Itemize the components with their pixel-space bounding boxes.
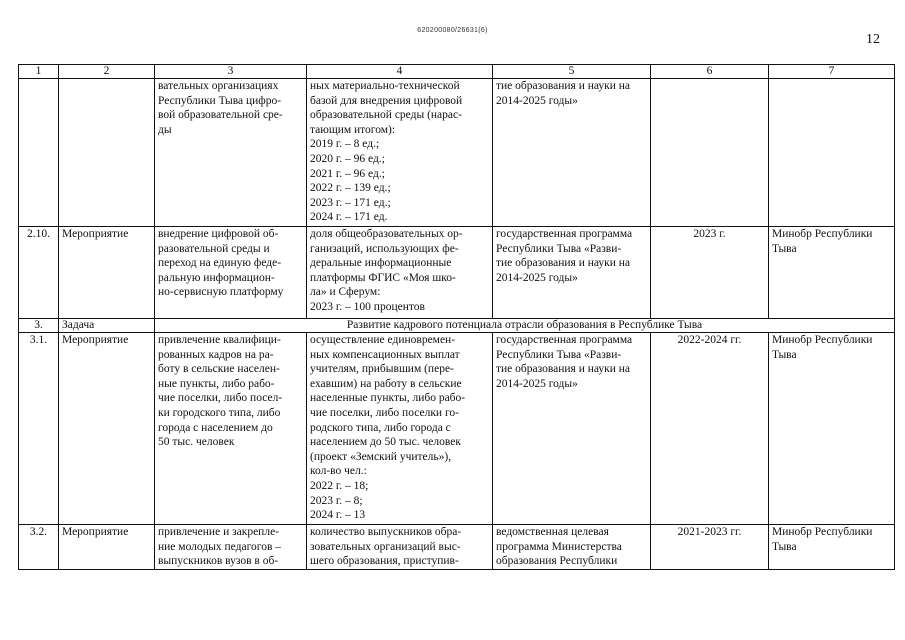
target-indicator-line: 2024 г. – 171 ед. bbox=[310, 211, 388, 224]
target-indicator-line: кол-во чел.: bbox=[310, 465, 367, 478]
measure-content-line: ние молодых педагогов – bbox=[158, 540, 282, 553]
measure-content bbox=[155, 333, 307, 525]
measure-content-line: разовательной среды и bbox=[158, 242, 270, 255]
target-indicator-line: тающим итогом): bbox=[310, 123, 396, 136]
program-source-line: государственная программа bbox=[496, 334, 633, 346]
measure-content bbox=[155, 227, 307, 319]
target-indicator bbox=[307, 227, 493, 319]
item-type bbox=[59, 79, 155, 227]
measure-content-line: чие поселки, либо посел- bbox=[158, 392, 283, 405]
responsible-executor-line: Минобр Республики bbox=[772, 526, 873, 538]
program-source-line: Республики Тыва «Разви- bbox=[496, 242, 622, 255]
implementation-period: 2022-2024 гг. bbox=[651, 333, 769, 525]
responsible-executor-line: Тыва bbox=[772, 540, 797, 553]
item-number: 2.10. bbox=[19, 227, 59, 319]
item-type: Мероприятие bbox=[59, 525, 155, 570]
program-source-line: 2014-2025 годы» bbox=[496, 377, 578, 390]
responsible-executor-line: Тыва bbox=[772, 242, 797, 255]
responsible-executor-line: Минобр Республики bbox=[772, 228, 873, 240]
program-source bbox=[493, 79, 651, 227]
measure-content-line: ные пункты, либо рабо- bbox=[158, 377, 275, 390]
column-number: 2 bbox=[59, 65, 155, 79]
responsible-executor-line: Тыва bbox=[772, 348, 797, 361]
program-source-line: ведомственная целевая bbox=[496, 526, 609, 538]
target-indicator-line: родского типа, либо города с bbox=[310, 421, 451, 434]
item-type: Мероприятие bbox=[59, 333, 155, 525]
document-id: 620200080/26631(6) bbox=[417, 27, 488, 34]
target-indicator-line: деральные информационные bbox=[310, 257, 452, 270]
measure-content-line: ральную информацион- bbox=[158, 271, 275, 284]
task-title: Развитие кадрового потенциала отрасли образования в Республике Тыва bbox=[155, 319, 895, 333]
responsible-executor bbox=[769, 525, 895, 570]
target-indicator-line: населением до 50 тыс. человек bbox=[310, 436, 461, 449]
target-indicator-line: осуществление единовремен- bbox=[310, 334, 456, 346]
implementation-period: 2021-2023 гг. bbox=[651, 525, 769, 570]
item-type: Мероприятие bbox=[59, 227, 155, 319]
responsible-executor bbox=[769, 227, 895, 319]
measure-content-line: но-сервисную платформу bbox=[158, 286, 284, 299]
target-indicator-line: 2023 г. – 100 процентов bbox=[310, 300, 425, 313]
measure-row bbox=[19, 333, 895, 525]
measure-row bbox=[19, 227, 895, 319]
measure-content bbox=[155, 525, 307, 570]
measure-content-line: вой образовательной сре- bbox=[158, 109, 283, 122]
measure-content-line: вательных организациях bbox=[158, 80, 279, 92]
item-type: Задача bbox=[59, 319, 155, 333]
responsible-executor-line: Минобр Республики bbox=[772, 334, 873, 346]
program-source bbox=[493, 227, 651, 319]
program-source bbox=[493, 333, 651, 525]
target-indicator-line: базой для внедрения цифровой bbox=[310, 94, 463, 107]
program-source-line: 2014-2025 годы» bbox=[496, 271, 578, 284]
target-indicator bbox=[307, 79, 493, 227]
program-source-line: Республики Тыва «Разви- bbox=[496, 348, 622, 361]
program-source-line: 2014-2025 годы» bbox=[496, 94, 578, 107]
item-number: 3. bbox=[19, 319, 59, 333]
column-number: 5 bbox=[493, 65, 651, 79]
target-indicator-line: 2022 г. – 139 ед.; bbox=[310, 182, 391, 195]
column-number: 4 bbox=[307, 65, 493, 79]
target-indicator-line: чие поселки, либо поселки го- bbox=[310, 406, 459, 419]
target-indicator-line: количество выпускников обра- bbox=[310, 526, 462, 538]
item-number: 3.1. bbox=[19, 333, 59, 525]
column-number: 7 bbox=[769, 65, 895, 79]
target-indicator-line: шего образования, приступив- bbox=[310, 555, 459, 568]
target-indicator bbox=[307, 333, 493, 525]
target-indicator-line: платформы ФГИС «Моя шко- bbox=[310, 271, 456, 284]
target-indicator bbox=[307, 525, 493, 570]
column-number-row bbox=[19, 65, 895, 79]
program-source-line: государственная программа bbox=[496, 228, 633, 240]
target-indicator-line: ла» и Сферум: bbox=[310, 286, 381, 299]
measure-content-line: ды bbox=[158, 123, 172, 136]
item-number bbox=[19, 79, 59, 227]
target-indicator-line: 2023 г. – 171 ед.; bbox=[310, 196, 391, 209]
measure-content bbox=[155, 79, 307, 227]
measure-content-line: выпускников вузов в об- bbox=[158, 555, 279, 568]
target-indicator-line: ганизаций, использующих фе- bbox=[310, 242, 459, 255]
implementation-period bbox=[651, 79, 769, 227]
measures-table bbox=[18, 64, 895, 570]
program-source-line: тие образования и науки на bbox=[496, 257, 631, 270]
measure-content-line: переход на единую феде- bbox=[158, 257, 282, 270]
implementation-period: 2023 г. bbox=[651, 227, 769, 319]
measure-row bbox=[19, 525, 895, 570]
responsible-executor bbox=[769, 79, 895, 227]
target-indicator-line: образовательной среды (нарас- bbox=[310, 109, 462, 122]
page-number: 12 bbox=[866, 32, 880, 47]
program-source bbox=[493, 525, 651, 570]
column-number: 1 bbox=[19, 65, 59, 79]
measure-content-line: внедрение цифровой об- bbox=[158, 228, 279, 240]
target-indicator-line: ехавшим) на работу в сельские bbox=[310, 377, 462, 390]
program-source-line: образования Республики bbox=[496, 555, 618, 568]
task-row bbox=[19, 319, 895, 333]
target-indicator-line: доля общеобразовательных ор- bbox=[310, 228, 463, 240]
measure-content-line: города с населением до bbox=[158, 421, 273, 434]
target-indicator-line: 2019 г. – 8 ед.; bbox=[310, 138, 380, 151]
measure-row bbox=[19, 79, 895, 227]
responsible-executor bbox=[769, 333, 895, 525]
target-indicator-line: 2022 г. – 18; bbox=[310, 479, 369, 492]
measure-content-line: привлечение и закрепле- bbox=[158, 526, 280, 538]
program-source-line: тие образования и науки на bbox=[496, 363, 631, 376]
measure-content-line: боту в сельские населен- bbox=[158, 363, 280, 376]
target-indicator-line: зовательных организаций выс- bbox=[310, 540, 461, 553]
item-number: 3.2. bbox=[19, 525, 59, 570]
target-indicator-line: ных материально-технической bbox=[310, 80, 460, 92]
column-number: 3 bbox=[155, 65, 307, 79]
measure-content-line: ки городского типа, либо bbox=[158, 406, 281, 419]
measure-content-line: привлечение квалифици- bbox=[158, 334, 281, 346]
target-indicator-line: 2021 г. – 96 ед.; bbox=[310, 167, 385, 180]
target-indicator-line: ных компенсационных выплат bbox=[310, 348, 460, 361]
target-indicator-line: (проект «Земский учитель»), bbox=[310, 450, 452, 463]
target-indicator-line: населенные пункты, либо рабо- bbox=[310, 392, 466, 405]
measure-content-line: рованных кадров на ра- bbox=[158, 348, 274, 361]
target-indicator-line: 2020 г. – 96 ед.; bbox=[310, 152, 385, 165]
program-source-line: тие образования и науки на bbox=[496, 80, 631, 92]
measure-content-line: 50 тыс. человек bbox=[158, 436, 235, 449]
program-source-line: программа Министерства bbox=[496, 540, 622, 553]
target-indicator-line: 2024 г. – 13 bbox=[310, 509, 366, 522]
measure-content-line: Республики Тыва цифро- bbox=[158, 94, 282, 107]
target-indicator-line: 2023 г. – 8; bbox=[310, 494, 363, 507]
target-indicator-line: учителям, прибывшим (пере- bbox=[310, 363, 454, 376]
column-number: 6 bbox=[651, 65, 769, 79]
